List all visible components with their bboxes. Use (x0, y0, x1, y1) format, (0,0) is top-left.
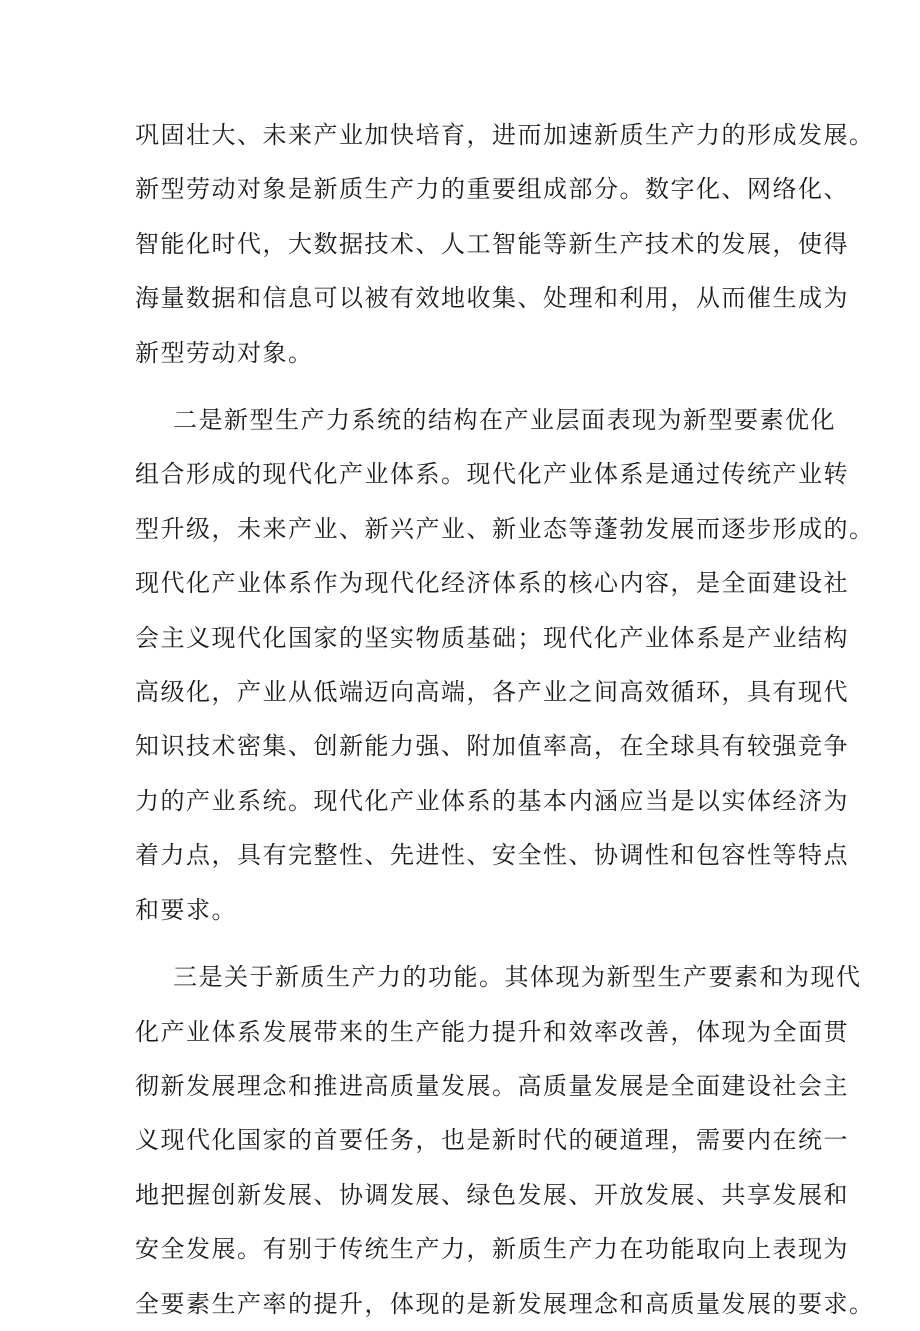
text-line: 组合形成的现代化产业体系。现代化产业体系是通过传统产业转 (135, 460, 849, 489)
body-text (135, 108, 875, 1331)
text-line: 会主义现代化国家的坚实物质基础；现代化产业体系是产业结构 (135, 623, 849, 652)
text-line: 现代化产业体系作为现代化经济体系的核心内容，是全面建设社 (135, 569, 849, 598)
paragraph-1 (135, 108, 875, 380)
text-line: 型升级，未来产业、新兴产业、新业态等蓬勃发展而逐步形成的。 (135, 514, 875, 543)
text-line: 海量数据和信息可以被有效地收集、处理和利用，从而催生成为 (135, 284, 849, 313)
text-line: 新型劳动对象是新质生产力的重要组成部分。数字化、网络化、 (135, 175, 849, 204)
paragraph-3 (135, 950, 875, 1331)
text-line: 义现代化国家的首要任务，也是新时代的硬道理，需要内在统一 (135, 1126, 849, 1155)
paragraph-2 (135, 393, 875, 937)
text-line: 智能化时代，大数据技术、人工智能等新生产技术的发展，使得 (135, 229, 849, 258)
text-line: 三是关于新质生产力的功能。其体现为新型生产要素和为现代 (173, 963, 862, 992)
text-line: 力的产业系统。现代化产业体系的基本内涵应当是以实体经济为 (135, 786, 849, 815)
text-line: 和要求。 (135, 895, 237, 924)
text-line: 彻新发展理念和推进高质量发展。高质量发展是全面建设社会主 (135, 1071, 849, 1100)
text-line: 安全发展。有别于传统生产力，新质生产力在功能取向上表现为 (135, 1235, 849, 1264)
text-line: 新型劳动对象。 (135, 338, 314, 367)
text-line: 巩固壮大、未来产业加快培育，进而加速新质生产力的形成发展。 (135, 121, 875, 149)
text-line: 全要素生产率的提升，体现的是新发展理念和高质量发展的要求。 (135, 1289, 875, 1318)
text-line: 地把握创新发展、协调发展、绿色发展、开放发展、共享发展和 (135, 1180, 849, 1209)
text-line: 化产业体系发展带来的生产能力提升和效率改善，体现为全面贯 (135, 1017, 849, 1046)
text-line: 着力点，具有完整性、先进性、安全性、协调性和包容性等特点 (135, 841, 849, 870)
text-line: 高级化，产业从低端迈向高端，各产业之间高效循环，具有现代 (135, 678, 849, 707)
text-line: 二是新型生产力系统的结构在产业层面表现为新型要素优化 (173, 406, 836, 435)
text-line: 知识技术密集、创新能力强、附加值率高，在全球具有较强竞争 (135, 732, 849, 761)
